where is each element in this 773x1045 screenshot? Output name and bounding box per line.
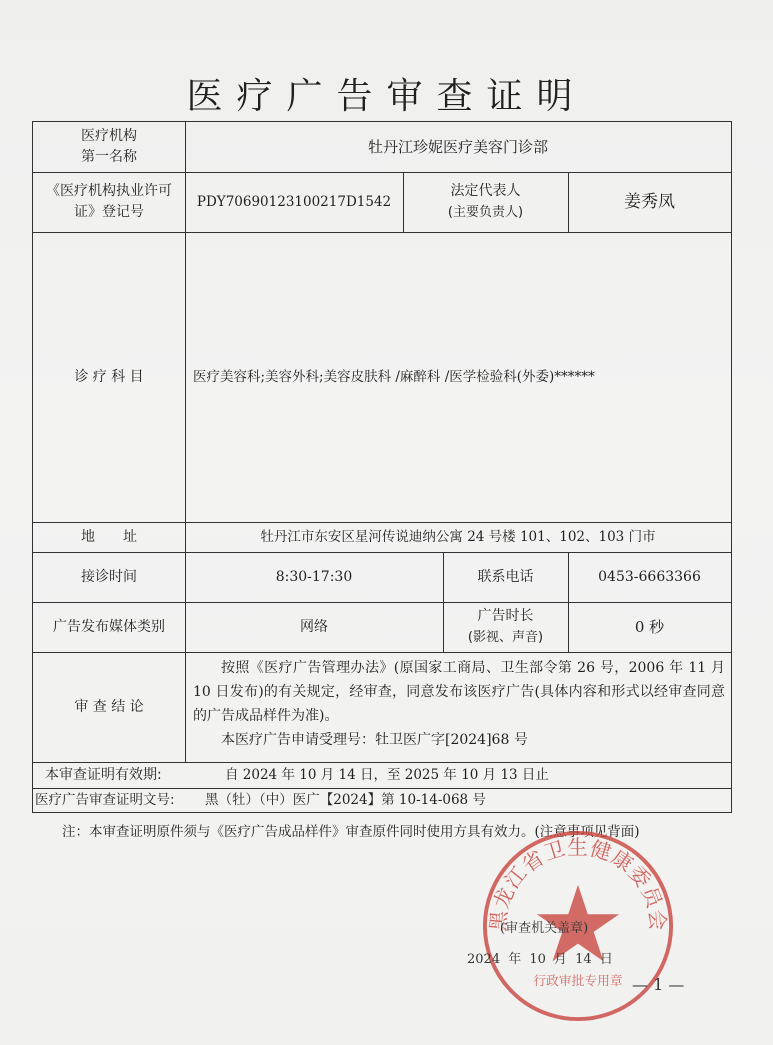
page-number: — 1 — bbox=[632, 975, 685, 994]
document-title: 医疗广告审查证明 bbox=[186, 76, 587, 117]
ad-duration-value: 0 秒 bbox=[634, 617, 665, 636]
phone-value: 0453-6663366 bbox=[598, 568, 701, 585]
review-conclusion-label: 审 查 结 论 bbox=[74, 698, 144, 715]
address-value: 牡丹江市东安区星河传说迪纳公寓 24 号楼 101、102、103 门市 bbox=[260, 528, 656, 545]
legal-representative-label: 法定代表人 (主要负责人) bbox=[447, 183, 524, 220]
seal-caption: (审查机关盖章) bbox=[500, 921, 589, 936]
review-conclusion-block bbox=[193, 656, 725, 752]
document-number-value: 黑（牡）（中）医广【2024】第 10-14-068 号 bbox=[205, 791, 486, 808]
footnote: 注：本审查证明原件须与《医疗广告成品样件》审查原件同时使用方具有效力。(注意事项见背面) bbox=[62, 824, 640, 840]
address-label: 地 址 bbox=[81, 528, 137, 545]
validity-label: 本审查证明有效期: bbox=[45, 766, 162, 783]
legal-representative-value: 姜秀凤 bbox=[624, 191, 675, 212]
institution-name-value: 牡丹江珍妮医疗美容门诊部 bbox=[367, 137, 548, 156]
review-conclusion-text: 按照《医疗广告管理办法》(原国家工商局、卫生部令第 26 号，2006 年 11 月 10 日发布)的有关规定，经审查，同意发布该医疗广告(具体内容和形式以经审查同意的广告成品样件为准)。 bbox=[193, 660, 725, 724]
institution-name-label: 医疗机构 第一名称 bbox=[81, 128, 137, 165]
reception-hours-label: 接诊时间 bbox=[81, 568, 137, 585]
departments-value: 医疗美容科;美容外科;美容皮肤科 /麻醉科 /医学检验科(外委)****** bbox=[193, 368, 595, 385]
seal-date: 2024 年 10 月 14 日 bbox=[467, 952, 613, 967]
validity-value: 自 2024 年 10 月 14 日，至 2025 年 10 月 13 日止 bbox=[225, 766, 549, 783]
seal-bottom-text: 行政审批专用章 bbox=[533, 973, 623, 989]
media-type-value: 网络 bbox=[300, 618, 328, 635]
media-type-label: 广告发布媒体类别 bbox=[53, 618, 165, 635]
seal-ring-text: 黑龙江省卫生健康委员会 bbox=[485, 835, 671, 933]
phone-label: 联系电话 bbox=[477, 568, 534, 585]
license-number-label: 《医疗机构执业许可 证》登记号 bbox=[46, 183, 172, 220]
acceptance-number: 本医疗广告申请受理号：牡卫医广字[2024]68 号 bbox=[221, 732, 528, 748]
reception-hours-value: 8:30-17:30 bbox=[275, 568, 353, 585]
document-number-label: 医疗广告审查证明文号: bbox=[35, 791, 175, 808]
ad-duration-label: 广告时长 (影视、声音) bbox=[467, 608, 544, 645]
license-number-value: PDY70690123100217D1542 bbox=[196, 193, 392, 210]
departments-label: 诊 疗 科 目 bbox=[74, 368, 144, 385]
certificate-form bbox=[32, 121, 732, 813]
